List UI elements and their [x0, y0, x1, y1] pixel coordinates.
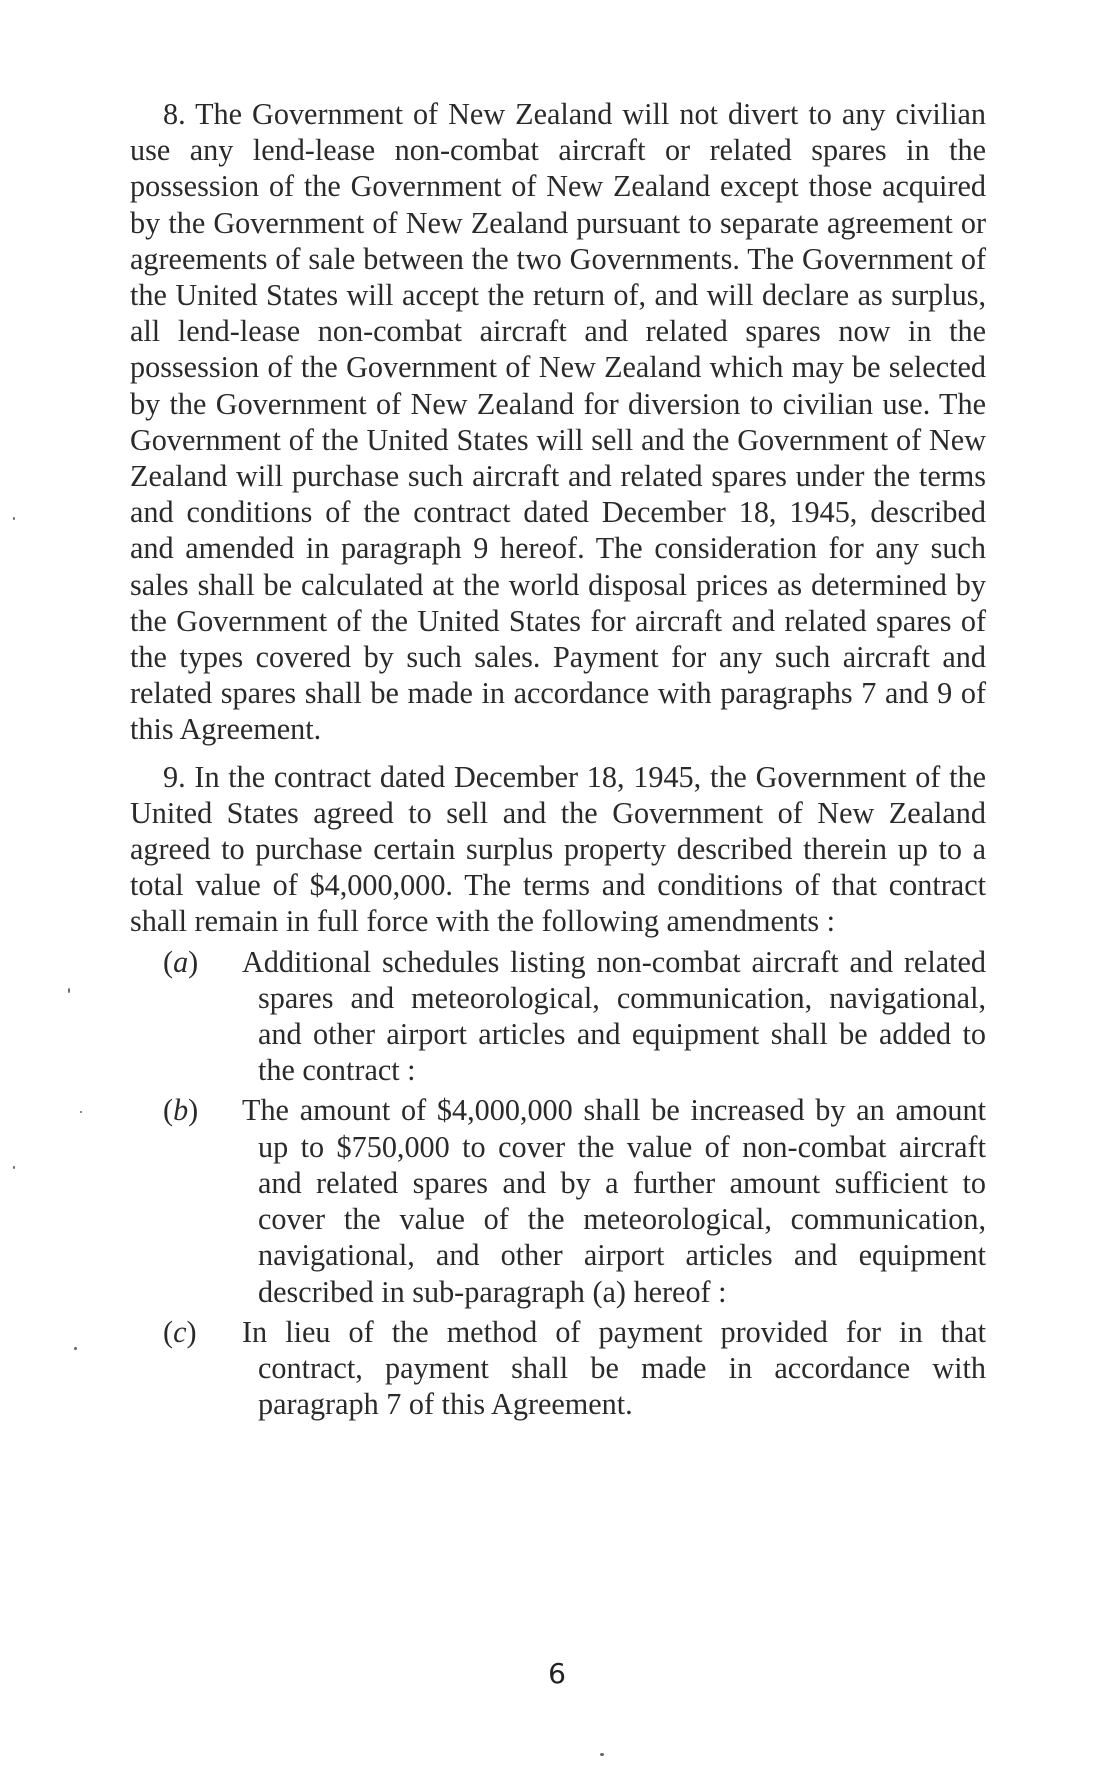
document-page — [130, 96, 986, 1422]
page-number: 6 — [548, 1657, 566, 1690]
scan-speck — [13, 1166, 15, 1169]
subparagraph-label: (c) — [163, 1314, 197, 1349]
subparagraph-b — [130, 1092, 986, 1309]
subparagraph-label: (a) — [163, 944, 199, 979]
subparagraph-c — [130, 1314, 986, 1423]
scan-speck — [13, 517, 15, 520]
subparagraph-list — [130, 944, 986, 1423]
paragraph-9: 9. In the contract dated December 18, 1945, the Government of the United States agreed to sell and the Government of New Zealand agreed to purchase certain surplus property described therein up to a total value of $4,000,000. The terms and conditions of that contract shall remain in full force with the following amendments : — [130, 759, 986, 939]
subparagraph-text: In lieu of the method of payment provided for in that contract, payment shall be made in accordance with paragraph 7 of this Agreement. — [242, 1314, 986, 1422]
scan-speck — [600, 1753, 604, 1756]
scan-speck — [68, 988, 70, 993]
scan-speck — [74, 1347, 77, 1350]
scan-speck — [80, 1111, 82, 1113]
subparagraph-text: Additional schedules listing non-combat aircraft and related spares and meteorological, communication, navigational, and other airport articles and equipment shall be added to the contract : — [242, 944, 986, 1088]
subparagraph-label: (b) — [163, 1093, 199, 1128]
paragraph-8: 8. The Government of New Zealand will not divert to any civilian use any lend-lease non-combat aircraft or related spares in the possession of the Government of New Zealand except those acquired by the Government of New Zealand pursuant to separate agreement or agreements of sale between the two Governments. The Government of the United States will accept the return of, and will declare as surplus, all lend-lease non-combat aircraft and related spares now in the possession of the Government of New Zealand which may be selected by the Government of New Zealand for diversion to civilian use. The Government of the United States will sell and the Government of New Zealand will purchase such aircraft and related spares under the terms and conditions of the contract dated December 18, 1945, described and amended in paragraph 9 hereof. The consideration for any such sales shall be calculated at the world disposal prices as determined by the Government of the United States for aircraft and related spares of the types covered by such sales. Payment for any such aircraft and related spares shall be made in accordance with paragraphs 7 and 9 of this Agreement. — [130, 97, 986, 747]
subparagraph-text: The amount of $4,000,000 shall be increased by an amount up to $750,000 to cover the value of non-combat aircraft and related spares and by a further amount sufficient to cover the value of the meteorological, communication, navigational, and other airport articles and equipment described in sub-paragraph (a) hereof : — [242, 1093, 986, 1309]
subparagraph-a — [130, 944, 986, 1089]
